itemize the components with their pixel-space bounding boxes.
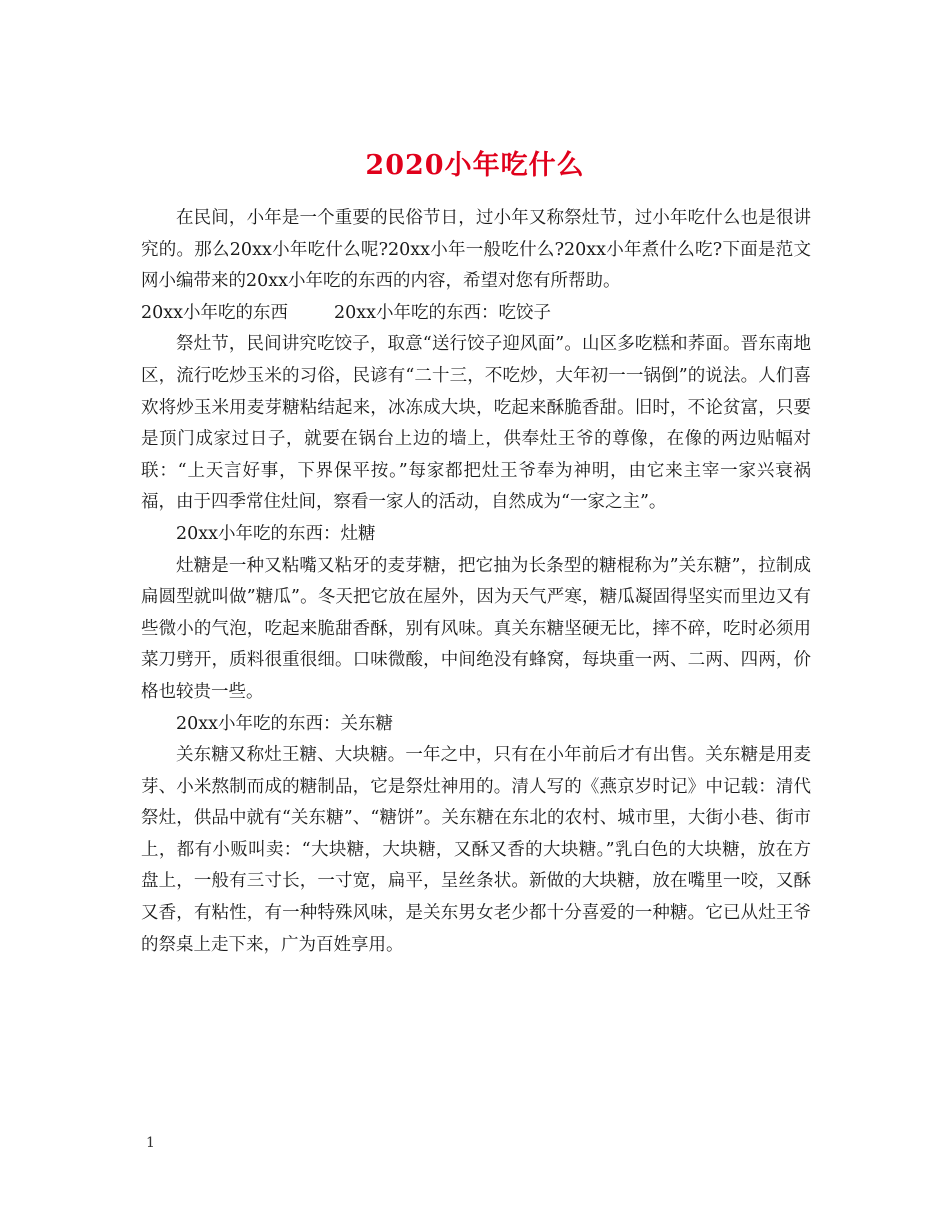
- intro-paragraph: 在民间，小年是一个重要的民俗节日，过小年又称祭灶节，过小年吃什么也是很讲究的。那么20xx小年吃什么呢?20xx小年一般吃什么?20xx小年煮什么吃?下面是范文网小编带来的20xx小年吃的东西的内容，希望对您有所帮助。: [141, 208, 811, 292]
- section1-paragraph: 祭灶节，民间讲究吃饺子，取意“送行饺子迎风面”。山区多吃糕和荞面。晋东南地区，流行吃炒玉米的习俗，民谚有“二十三，不吃炒，大年初一一锅倒”的说法。人们喜欢将炒玉米用麦芽糖粘结起来，冰冻成大块，吃起来酥脆香甜。旧时，不论贫富，只要是顶门成家过日子，就要在锅台上边的墙上，供奉灶王爷的尊像，在像的两边贴幅对联：“上天言好事，下界保平按。”每家都把灶王爷奉为神明，由它来主宰一家兴衰祸福，由于四季常住灶间，察看一家人的活动，自然成为“一家之主”。: [141, 334, 811, 513]
- section-heading-row: [141, 298, 811, 330]
- section3-paragraph: 关东糖又称灶王糖、大块糖。一年之中，只有在小年前后才有出售。关东糖是用麦芽、小米熬制而成的糖制品，它是祭灶神用的。清人写的《燕京岁时记》中记载：清代祭灶，供品中就有“关东糖”、“糖饼”。关东糖在东北的农村、城市里，大街小巷、街市上，都有小贩叫卖：“大块糖，大块糖，又酥又香的大块糖。”乳白色的大块糖，放在方盘上，一般有三寸长，一寸宽，扁平，呈丝条状。新做的大块糖，放在嘴里一咬，又酥又香，有粘性，有一种特殊风味，是关东男女老少都十分喜爱的一种糖。它已从灶王爷的祭桌上走下来，广为百姓享用。: [141, 745, 811, 955]
- section1-heading: 20xx小年吃的东西：吃饺子: [334, 302, 552, 323]
- page-number: 1: [146, 1135, 155, 1151]
- document-title: 2020小年吃什么: [365, 150, 585, 182]
- section2-paragraph: 灶糖是一种又粘嘴又粘牙的麦芽糖，把它抽为长条型的糖棍称为”关东糖”，拉制成扁圆型就叫做”糖瓜”。冬天把它放在屋外，因为天气严寒，糖瓜凝固得坚实而里边又有些微小的气泡，吃起来脆甜香酥，别有风味。真关东糖坚硬无比，摔不碎，吃时必须用菜刀劈开，质料很重很细。口味微酸，中间绝没有蜂窝，每块重一两、二两、四两，价格也较贵一些。: [141, 555, 811, 702]
- section3-heading: 20xx小年吃的东西：关东糖: [176, 713, 394, 734]
- section-label: 20xx小年吃的东西: [141, 302, 289, 323]
- document-body: [141, 203, 811, 961]
- section2-heading: 20xx小年吃的东西：灶糖: [176, 523, 376, 544]
